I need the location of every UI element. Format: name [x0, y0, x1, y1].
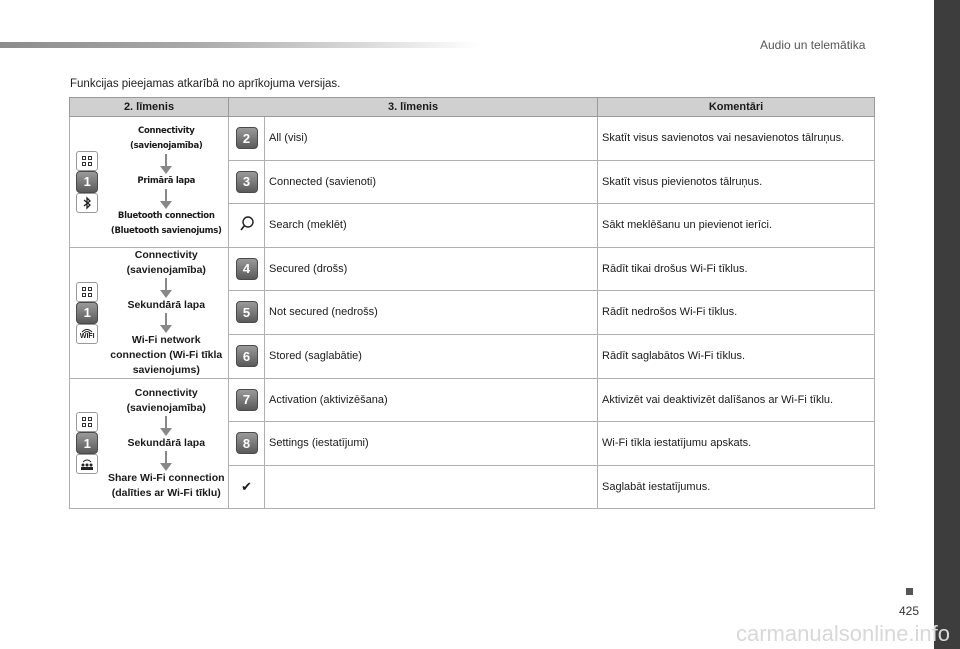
- level3-badge-cell: [229, 160, 265, 204]
- comment-text: Aktivizēt vai deaktivizēt dalīšanos ar Wi-Fi tīklu.: [598, 378, 875, 422]
- level3-label: All (visi): [265, 117, 598, 161]
- share-wifi-icon: [76, 454, 98, 474]
- section-title: Audio un telemātika: [760, 38, 866, 52]
- arrow-down-icon: [159, 154, 173, 174]
- level3-icon-cell: [229, 204, 265, 248]
- menu-grid-icon: [76, 412, 98, 432]
- group2-icons: [70, 247, 105, 378]
- level3-label: Settings (iestatījumi): [265, 422, 598, 466]
- comment-text: Wi-Fi tīkla iestatījumu apskats.: [598, 422, 875, 466]
- group1-level2: [105, 117, 229, 248]
- page-number: 425: [899, 604, 920, 618]
- level3-badge-cell: [229, 291, 265, 335]
- intro-text: Funkcijas pieejamas atkarībā no aprīkojuma versijas.: [70, 78, 341, 90]
- comment-text: Rādīt saglabātos Wi-Fi tīklus.: [598, 334, 875, 378]
- level3-label: Activation (aktivizēšana): [265, 378, 598, 422]
- level3-number-badge: 6: [236, 345, 258, 367]
- arrow-down-icon: [159, 313, 173, 333]
- group1-icons: [70, 117, 105, 248]
- level2-wifi-label: Wi-Fi network connection (Wi-Fi tīkla savienojums): [110, 333, 223, 376]
- comment-text: Rādīt nedrošos Wi-Fi tīklus.: [598, 291, 875, 335]
- level3-label: [265, 465, 598, 509]
- level3-number-badge: 2: [236, 127, 258, 149]
- group2-level2: [105, 247, 229, 378]
- level3-number-badge: 7: [236, 389, 258, 411]
- level3-badge-cell: [229, 334, 265, 378]
- level3-badge-cell: [229, 422, 265, 466]
- level2-connectivity-label: Connectivity (savienojamība): [126, 248, 206, 276]
- bluetooth-icon: [76, 193, 98, 213]
- level3-number-badge: 3: [236, 171, 258, 193]
- level1-number-badge: 1: [76, 302, 98, 324]
- menu-grid-icon: [76, 151, 98, 171]
- checkmark-icon: ✔: [229, 465, 265, 509]
- level3-label: Connected (savienoti): [265, 160, 598, 204]
- level3-number-badge: 4: [236, 258, 258, 280]
- level2-connectivity-label: Connectivity (savienojamība): [130, 126, 203, 152]
- arrow-down-icon: [159, 189, 173, 209]
- arrow-down-icon: [159, 278, 173, 298]
- arrow-down-icon: [159, 416, 173, 436]
- level3-label: Secured (drošs): [265, 247, 598, 291]
- level1-number-badge: 1: [76, 171, 98, 193]
- level3-number-badge: 8: [236, 432, 258, 454]
- level3-badge-cell: [229, 117, 265, 161]
- level3-label: Stored (saglabātie): [265, 334, 598, 378]
- settings-table: [69, 97, 875, 509]
- comment-text: Sākt meklēšanu un pievienot ierīci.: [598, 204, 875, 248]
- level3-label: Search (meklēt): [265, 204, 598, 248]
- column-header-level2: 2. līmenis: [70, 98, 229, 117]
- level2-page-label: Primārā lapa: [137, 176, 196, 187]
- level1-number-badge: 1: [76, 432, 98, 454]
- search-icon: [239, 215, 255, 233]
- level2-page-label: Sekundārā lapa: [127, 298, 206, 311]
- header-gradient-bar: [0, 42, 480, 48]
- comment-text: Rādīt tikai drošus Wi-Fi tīklus.: [598, 247, 875, 291]
- wifi-icon-label: WIFI: [79, 332, 95, 340]
- group3-level2: [105, 378, 229, 509]
- comment-text: Skatīt visus pievienotos tālruņus.: [598, 160, 875, 204]
- wifi-icon: [76, 324, 98, 344]
- level3-badge-cell: [229, 378, 265, 422]
- level3-number-badge: 5: [236, 301, 258, 323]
- column-header-level3: 3. līmenis: [229, 98, 598, 117]
- level2-connectivity-label: Connectivity (savienojamība): [126, 386, 206, 414]
- column-header-comments: Komentāri: [598, 98, 875, 117]
- watermark-text: carmanualsonline.info: [736, 621, 951, 646]
- page-side-tab: [934, 0, 960, 649]
- level3-badge-cell: [229, 247, 265, 291]
- level3-label: Not secured (nedrošs): [265, 291, 598, 335]
- level2-bluetooth-label: Bluetooth connection (Bluetooth savienojums): [110, 211, 222, 237]
- level2-share-wifi-label: Share Wi-Fi connection (dalīties ar Wi-Fi tīklu): [107, 471, 225, 499]
- level2-page-label: Sekundārā lapa: [127, 436, 206, 449]
- comment-text: Skatīt visus savienotos vai nesavienotos tālruņus.: [598, 117, 875, 161]
- comment-text: Saglabāt iestatījumus.: [598, 465, 875, 509]
- page-marker: [906, 588, 913, 595]
- arrow-down-icon: [159, 451, 173, 471]
- menu-grid-icon: [76, 282, 98, 302]
- group3-icons: [70, 378, 105, 509]
